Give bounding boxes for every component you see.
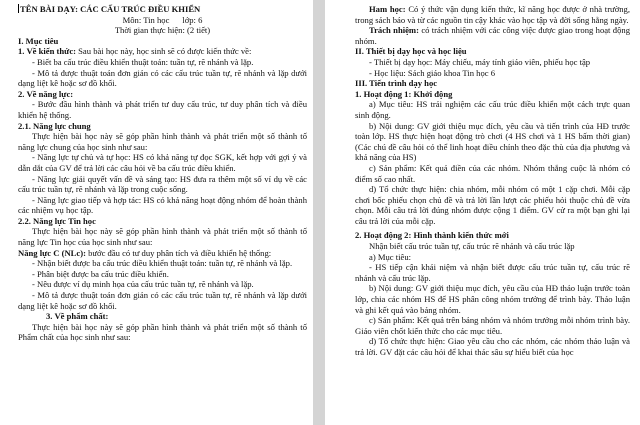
nlc-label: Năng lực C (NLc): <box>18 247 86 258</box>
ability-intro: - Bước đầu hình thành và phát triển tư duy cấu trúc, tư duy phân tích và điều khiển hệ thống. <box>18 99 307 120</box>
activity-1-c: c) Sản phẩm: Kết quả điền của các nhóm. Nhóm thắng cuộc là nhóm có điểm số cao nhất. <box>355 162 630 184</box>
activity-1-b: b) Nội dung: GV giới thiệu mục đích, yêu cầu và tiến trình của HĐ trước toàn lớp. HS thực hiện hoạt động trò chơi (4 HS chơi và 1 HS bấm thời gian) (Các chú đề câu hỏi có thể linh hoạt điều chỉnh theo đặc thù của địa phương và khả năng của HS) <box>355 120 630 163</box>
heading-knowledge: 1. Về kiến thức: <box>18 46 76 57</box>
knowledge-item-2: - Mô tả được thuật toán đơn giản có các cấu trúc tuần tự, rẽ nhánh và lặp dưới dạng liệt kê hoặc sơ đồ khối. <box>18 67 307 89</box>
activity-2-intro: Nhận biết cấu trúc tuần tự, cấu trúc rẽ nhánh và cấu trúc lặp <box>369 241 575 252</box>
equipment-item-1: - Thiết bị dạy học: Máy chiếu, máy tính giáo viên, phiếu học tập <box>369 56 591 67</box>
time-line: Thời gian thực hiện: (2 tiết) <box>114 25 211 36</box>
nlc-item-3: - Nêu được ví dụ minh họa của cấu trúc tuần tự, rẽ nhánh và lặp. <box>32 279 254 290</box>
activity-2-a-text: - HS tiếp cận khái niệm và nhận biết được cấu trúc tuần tự, cấu trúc rẽ nhánh và cấu trúc lặp. <box>355 262 630 283</box>
quality-2-text: có trách nhiệm với các công việc được giao trong hoạt động nhóm. <box>355 25 630 46</box>
it-intro: Thực hiện bài học này sẽ góp phần hình thành và phát triển một số thành tố năng lực Tin học của học sinh như sau: <box>18 226 307 248</box>
nlc-item-4: - Mô tả được thuật toán đơn giản có các cấu trúc tuần tự, rẽ nhánh và lặp dưới dạng liệt kê hoặc sơ đồ khối. <box>18 290 307 311</box>
quality-1-text: Có ý thức vận dụng kiến thức, kĩ năng học được ở nhà trường, trong sách báo và từ các nguồn tin cậy khác vào học tập và đời sống hằng ngày. <box>355 4 630 25</box>
lesson-title-text: TÊN BÀI DẠY: CÁC CẤU TRÚC ĐIỀU KHIỂN <box>20 4 201 14</box>
heading-it-ability: 2.2. Năng lực Tin học <box>18 215 96 226</box>
activity-2-c: c) Sản phẩm: Kết quả trên bảng nhóm và nhóm trưởng mỗi nhóm trình bày. Giáo viên chốt kiến thức cho các mục tiêu. <box>355 315 630 336</box>
general-item-3: - Năng lực giao tiếp và hợp tác: HS có khả năng hoạt động nhóm để hoàn thành các nhiệm vụ học tập. <box>18 194 307 216</box>
quality-2-label: Trách nhiệm: <box>369 25 419 36</box>
quality-intro: Thực hiện bài học này sẽ góp phần hình thành và phát triển một số thành tố Phẩm chất của học sinh như sau: <box>18 321 307 343</box>
heading-activity-2: 2. Hoạt động 2: Hình thành kiến thức mới <box>355 230 509 241</box>
nlc-text: bước đầu có tư duy phân tích và điều khiển hệ thống: <box>85 247 272 258</box>
knowledge-intro: Sau bài học này, học sinh sẽ có được kiến thức về: <box>76 46 252 57</box>
activity-1-d: d) Tổ chức thực hiện: chia nhóm, mỗi nhóm có một 1 cặp chơi. Mỗi cặp chơi bốc phiếu chọn chủ đề và trả lời lần lượt các phiếu hỏi thuộc chủ đề vừa chọn. Mỗi câu trả lời đúng nhóm được cộng 1 điểm. GV cử ra một bạn ghi lại câu trả lời của mỗi cặp. <box>355 184 630 226</box>
heading-quality: 3. Về phẩm chất: <box>46 311 109 322</box>
activity-2-b: b) Nội dung: GV giới thiệu mục đích, yêu cầu của HĐ thảo luận trước toàn lớp, chia các nhóm HS để HS phân công nhóm trưởng để trình bày. Thảo luận và ghi kết quả vào bảng nhóm. <box>355 283 630 315</box>
heading-equipment: II. Thiết bị dạy học và học liệu <box>355 46 467 57</box>
nlc-item-1: - Nhận biết được ba cấu trúc điều khiển thuật toán: tuần tự, rẽ nhánh và lặp. <box>32 258 293 269</box>
general-item-2: - Năng lực giải quyết vấn đề và sáng tạo: HS đưa ra thêm một số ví dụ về các cấu trúc tuần tự, rẽ nhánh và lặp trong cuộc sống. <box>18 173 307 195</box>
knowledge-item-1: - Biết ba cấu trúc điều khiển thuật toán: tuần tự, rẽ nhánh và lặp. <box>32 56 254 67</box>
document-page-right <box>325 0 640 425</box>
activity-1-a: a) Mục tiêu: HS trải nghiệm các cấu trúc điều khiển một cách trực quan sinh động. <box>355 99 630 120</box>
document-page-left <box>0 0 313 425</box>
nlc-item-2: - Phân biệt được ba cấu trúc điều khiển. <box>32 268 169 279</box>
subject-line: Môn: Tin học lớp: 6 <box>122 14 203 25</box>
heading-ability: 2. Về năng lực: <box>18 88 74 99</box>
heading-general-ability: 2.1. Năng lực chung <box>18 120 91 131</box>
text-cursor <box>18 4 19 13</box>
general-intro: Thực hiện bài học này sẽ góp phần hình thành và phát triển một số thành tố năng lực chung của học sinh như sau: <box>18 131 307 152</box>
activity-2-d: d) Tổ chức thực hiện: Giao yêu cầu cho các nhóm, các nhóm thảo luận và trả lời. GV đặt các câu hỏi để khai thác sâu sự hiểu biết của học <box>355 336 630 357</box>
general-item-1: - Năng lực tự chủ và tự học: HS có khả năng tự đọc SGK, kết hợp với gợi ý và dẫn dắt của GV để trả lời các câu hỏi về ba cấu trúc điều khiển. <box>18 152 307 173</box>
page-gap <box>313 0 325 425</box>
activity-2-a: a) Mục tiêu: <box>369 251 411 262</box>
lesson-title <box>18 4 307 15</box>
quality-1-label: Ham học: <box>369 4 406 14</box>
equipment-item-2: - Học liệu: Sách giáo khoa Tin học 6 <box>369 67 496 78</box>
heading-objectives: I. Mục tiêu <box>18 35 59 46</box>
heading-process: III. Tiến trình dạy học <box>355 78 438 89</box>
heading-activity-1: 1. Hoạt động 1: Khởi động <box>355 88 453 99</box>
